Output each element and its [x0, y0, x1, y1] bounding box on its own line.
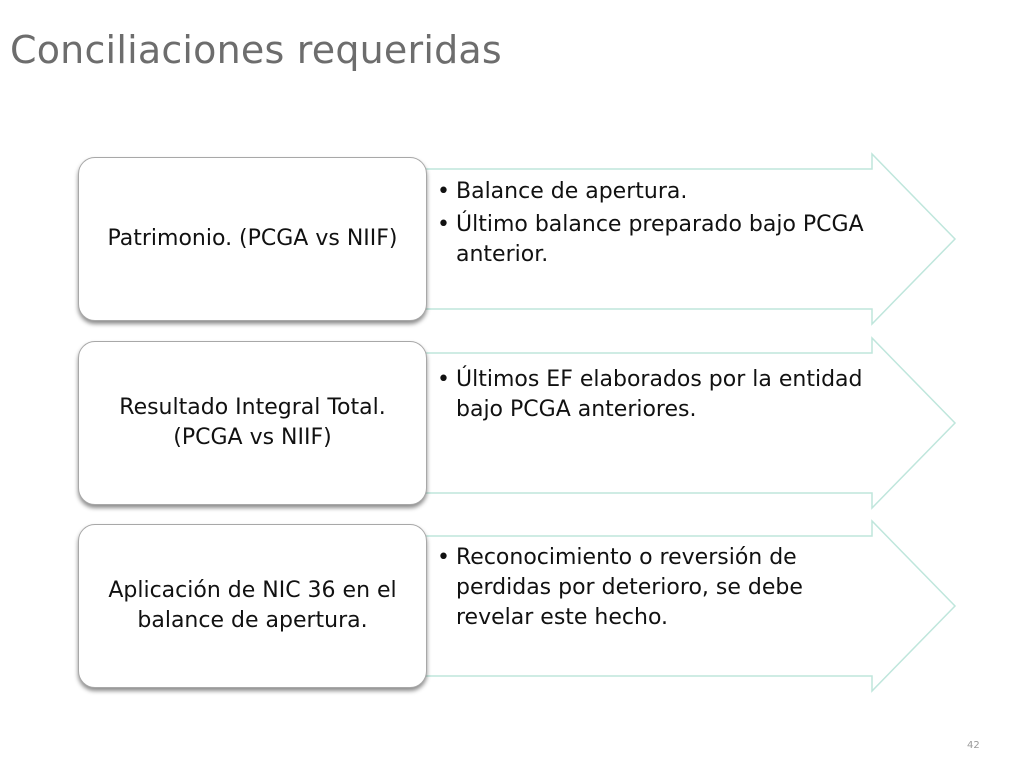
bullet-item: • Reconocimiento o reversión de perdidas por deterioro, se debe revelar este hecho. — [437, 543, 887, 633]
diagram-row-nic-36 — [0, 521, 1024, 691]
slide-title: Conciliaciones requeridas — [10, 28, 502, 72]
bullet-list — [437, 543, 887, 636]
category-box — [78, 524, 427, 688]
bullet-item: • Balance de apertura. — [437, 177, 887, 207]
bullet-item: • Último balance preparado bajo PCGA anterior. — [437, 210, 887, 270]
page-number: 42 — [967, 740, 980, 751]
category-box — [78, 157, 427, 321]
diagram-row-patrimonio — [0, 154, 1024, 324]
category-box — [78, 341, 427, 505]
bullet-list — [437, 365, 887, 428]
category-label: Aplicación de NIC 36 en el balance de apertura. — [108, 578, 397, 633]
diagram-row-resultado-integral — [0, 338, 1024, 508]
bullet-list — [437, 177, 887, 273]
category-label: Patrimonio. (PCGA vs NIIF) — [107, 226, 398, 251]
category-label: Resultado Integral Total. (PCGA vs NIIF) — [119, 395, 386, 450]
bullet-item: • Últimos EF elaborados por la entidad bajo PCGA anteriores. — [437, 365, 887, 425]
